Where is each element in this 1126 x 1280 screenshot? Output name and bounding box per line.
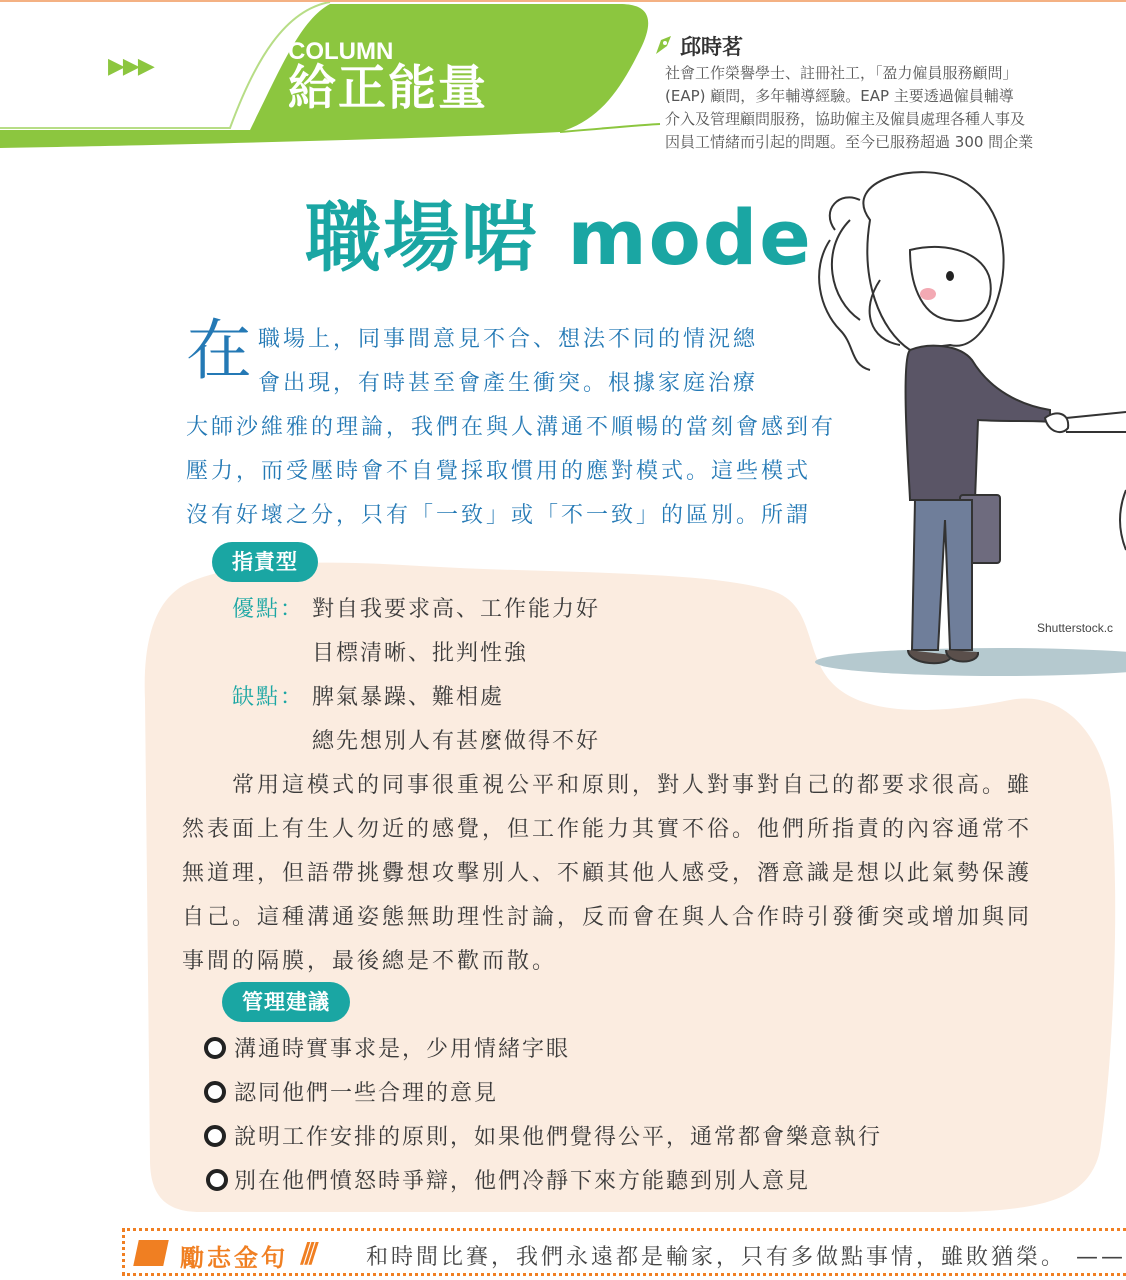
inspirational-quote: 和時間比賽，我們永遠都是輸家，只有多做點事情，雖敗猶榮。 —— <box>366 1245 1126 1270</box>
advice-item: 認同他們一些合理的意見 <box>234 1081 499 1106</box>
bullet-icon <box>204 1037 226 1059</box>
author-bio-line: 介入及管理顧問服務，協助僱主及僱員處理各種人事及 <box>665 110 1026 128</box>
advice-item: 溝通時實事求是，少用情緒字眼 <box>234 1037 571 1062</box>
header-arrows: ▶▶▶ <box>108 54 153 79</box>
intro-line: 壓力，而受壓時會不自覺採取慣用的應對模式。這些模式 <box>186 459 812 484</box>
column-title: 給正能量 <box>288 60 489 116</box>
intro-line: 職場上，同事間意見不合、想法不同的情況總 <box>258 327 759 352</box>
body-paragraph-line: 事間的隔膜，最後總是不歡而散。 <box>182 949 558 974</box>
author-bio-line: 因員工情緒而引起的問題。至今已服務超過 300 間企業 <box>665 133 1034 151</box>
type-heading-badge: 指責型 <box>212 542 318 582</box>
drop-cap: 在 <box>186 312 252 389</box>
body-paragraph-line: 然表面上有生人勿近的感覺，但工作能力其實不俗。他們所指責的內容通常不 <box>182 817 1033 842</box>
bullet-icon <box>204 1081 226 1103</box>
cons-label: 缺點： <box>232 685 305 710</box>
article-title: 職場啱 mode <box>305 193 813 282</box>
slash-decoration-icon: /// <box>300 1236 313 1269</box>
body-paragraph-line: 自己。這種溝通姿態無助理性討論，反而會在與人合作時引發衝突或增加與同 <box>182 905 1033 930</box>
bullet-icon <box>204 1125 226 1147</box>
pros-item: 目標清晰、批判性強 <box>312 641 529 666</box>
author-bio-line: 社會工作榮譽學士、註冊社工，「盈力僱員服務顧問」 <box>665 64 1018 82</box>
intro-line: 會出現，有時甚至會產生衝突。根據家庭治療 <box>258 371 759 396</box>
body-paragraph-line: 常用這模式的同事很重視公平和原則，對人對事對自己的都要求很高。雖 <box>232 773 1033 798</box>
quote-marker-icon <box>133 1240 169 1266</box>
advice-item: 說明工作安排的原則，如果他們覺得公平，通常都會樂意執行 <box>234 1125 883 1150</box>
pros-label: 優點： <box>232 597 305 622</box>
author-bio-line: (EAP) 顧問，多年輔導經驗。EAP 主要透過僱員輔導 <box>665 87 1014 105</box>
cons-item: 脾氣暴躁、難相處 <box>312 685 505 710</box>
pen-icon <box>653 34 675 56</box>
quote-label: 勵志金句 <box>180 1244 288 1272</box>
advice-heading-badge: 管理建議 <box>222 982 350 1022</box>
advice-item: 別在他們憤怒時爭辯，他們冷靜下來方能聽到別人意見 <box>234 1169 811 1194</box>
body-paragraph-line: 無道理，但語帶挑釁想攻擊別人、不顧其他人感受，潛意識是想以此氣勢保護 <box>182 861 1033 886</box>
intro-line: 大師沙維雅的理論，我們在與人溝通不順暢的當刻會感到有 <box>186 415 837 440</box>
businesswoman-illustration <box>800 160 1126 680</box>
image-credit: Shutterstock.c <box>1037 621 1114 635</box>
pros-item: 對自我要求高、工作能力好 <box>312 597 601 622</box>
column-label: COLUMN <box>288 38 394 65</box>
author-bio <box>665 62 1126 154</box>
author-name: 邱時茗 <box>680 35 743 59</box>
cons-item: 總先想別人有甚麼做得不好 <box>312 729 601 754</box>
intro-line: 沒有好壞之分，只有「一致」或「不一致」的區別。所謂 <box>186 503 812 528</box>
bullet-icon <box>206 1169 228 1191</box>
